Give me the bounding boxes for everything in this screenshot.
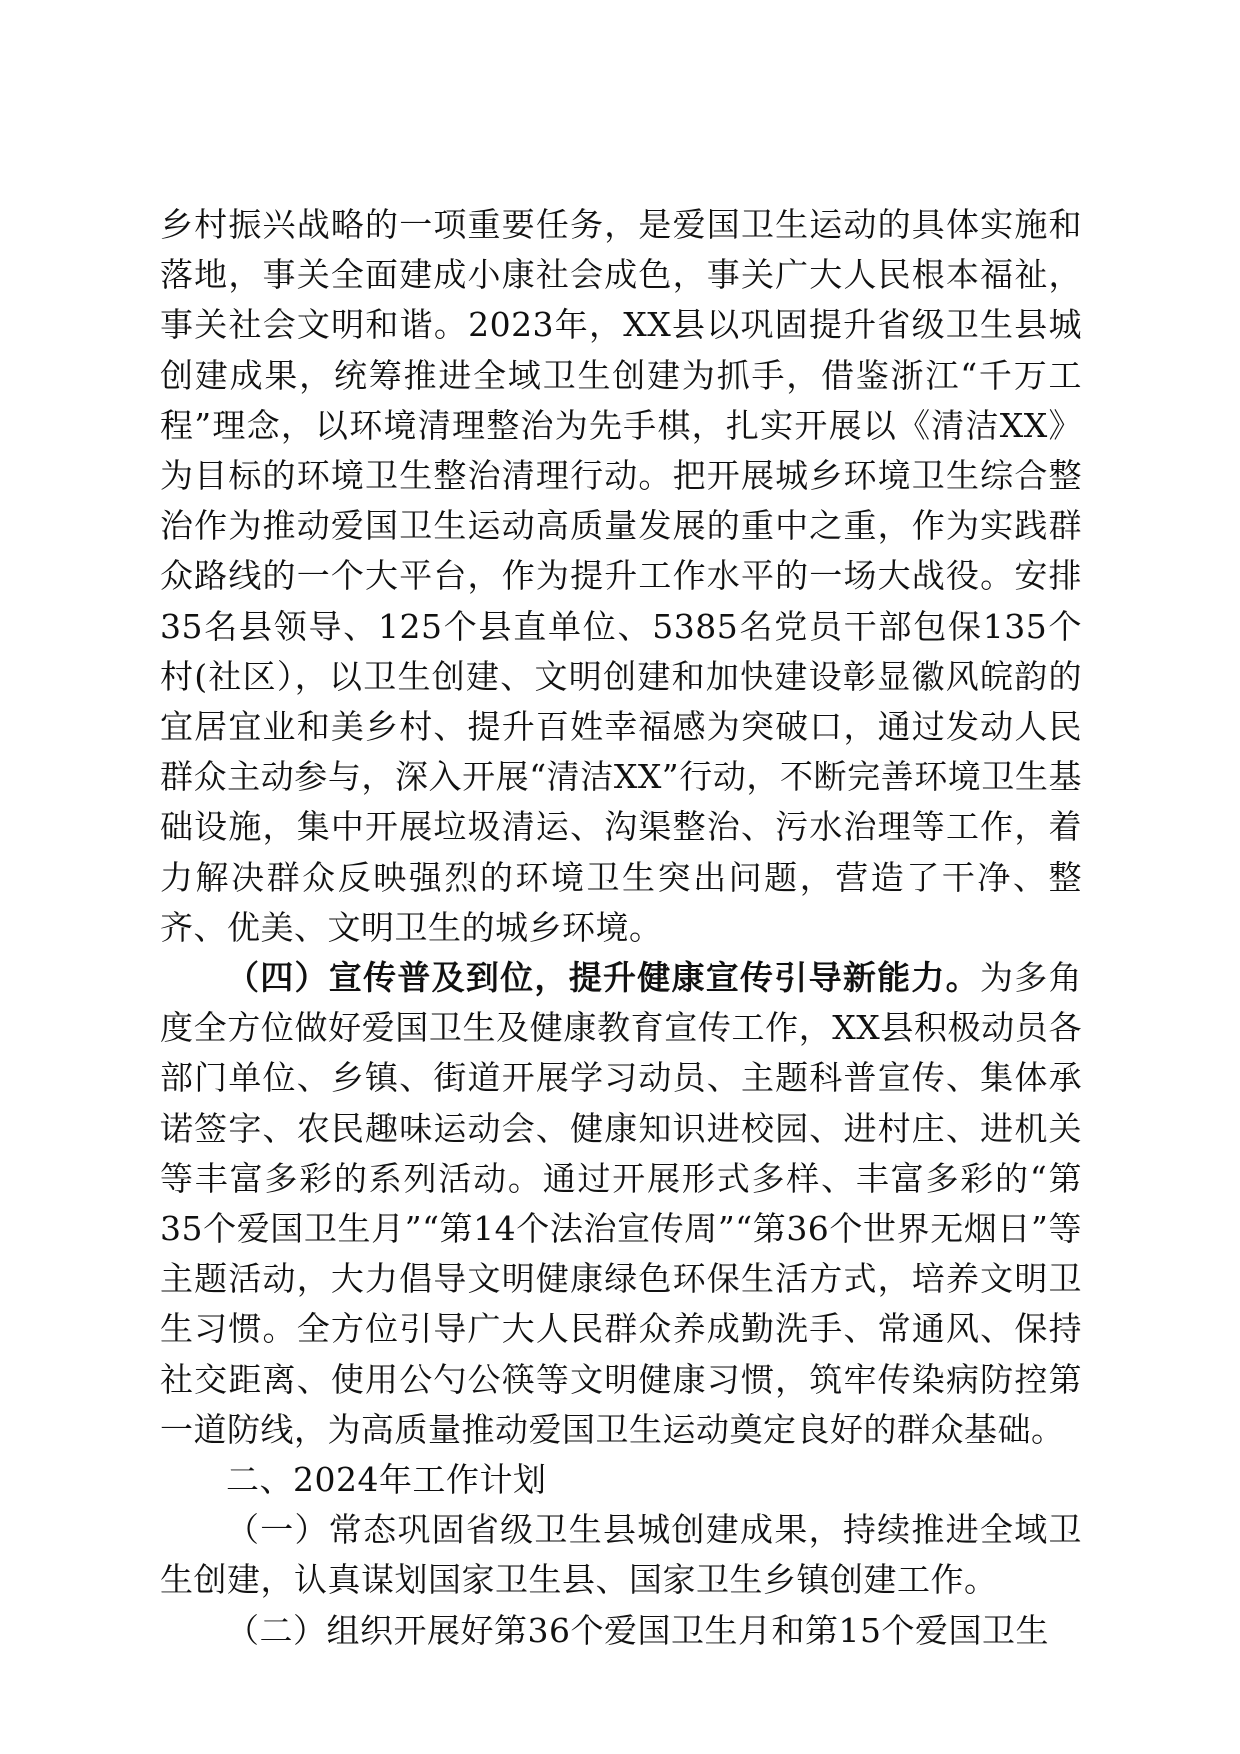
section-heading-2024-plan: 二、2024年工作计划 — [226, 1460, 547, 1500]
body-paragraph-continued: 乡村振兴战略的一项重要任务，是爱国卫生运动的具体实施和落地，事关全面建成小康社会成色，事关广大人民根本福祉，事关社会文明和谐。2023年，XX县以巩固提升省级卫生县城创建成果，统筹推进全域卫生创建为抓手，借鉴浙江“千万工程”理念，以环境清理整治为先手棋，扎实开展以《清洁XX》为目标的环境卫生整治清理行动。把开展城乡环境卫生综合整治作为推动爱国卫生运动高质量发展的重中之重，作为实践群众路线的一个大平台，作为提升工作水平的一场大战役。安排35名县领导、125个县直单位、5385名党员干部包保135个村(社区），以卫生创建、文明创建和加快建设彰显徽风皖韵的宜居宜业和美乡村、提升百姓幸福感为突破口，通过发动人民群众主动参与，深入开展“清洁XX”行动，不断完善环境卫生基础设施，集中开展垃圾清运、沟渠整治、污水治理等工作，着力解决群众反映强烈的环境卫生突出问题，营造了干净、整齐、优美、文明卫生的城乡环境。 — [160, 205, 1082, 947]
plan-item-1: （一）常态巩固省级卫生县城创建成果，持续推进全域卫生创建，认真谋划国家卫生县、国家卫生乡镇创建工作。 — [160, 1510, 1082, 1600]
body-paragraph-publicity — [160, 953, 1082, 1455]
document-page — [160, 200, 1082, 1656]
section-body-four: 为多角度全方位做好爱国卫生及健康教育宣传工作，XX县积极动员各部门单位、乡镇、街道开展学习动员、主题科普宣传、集体承诺签字、农民趣味运动会、健康知识进校园、进村庄、进机关等丰富多彩的系列活动。通过开展形式多样、丰富多彩的“第35个爱国卫生月”“第14个法治宣传周”“第36个世界无烟日”等主题活动，大力倡导文明健康绿色环保生活方式，培养文明卫生习惯。全方位引导广大人民群众养成勤洗手、常通风、保持社交距离、使用公勺公筷等文明健康习惯，筑牢传染病防控第一道防线，为高质量推动爱国卫生运动奠定良好的群众基础。 — [160, 958, 1083, 1449]
section-lead-four: （四）宣传普及到位，提升健康宣传引导新能力。 — [226, 958, 980, 998]
plan-item-2: （二）组织开展好第36个爱国卫生月和第15个爱国卫生 — [226, 1610, 1049, 1650]
